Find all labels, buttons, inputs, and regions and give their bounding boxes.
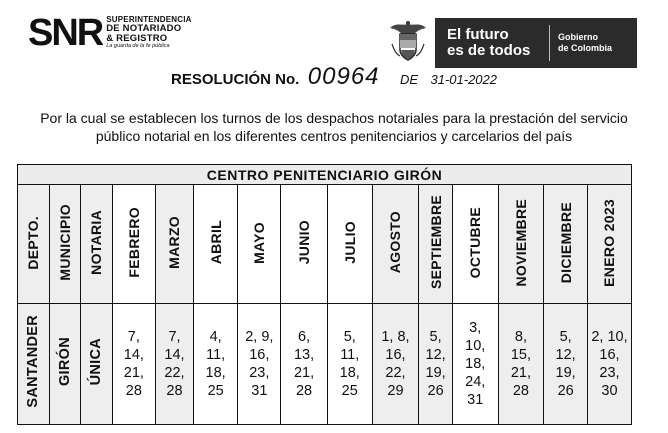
date-entry: 18, — [465, 356, 486, 372]
header-label: SEPTIEMBRE — [427, 195, 444, 290]
date-entry: 12, — [555, 347, 576, 363]
cell-dates-agosto — [372, 304, 419, 425]
date-entry: 29 — [387, 383, 404, 399]
date-entry: 23, — [599, 365, 620, 381]
header-label: AGOSTO — [387, 211, 404, 274]
table-header-row — [18, 185, 632, 304]
date-entry: 18, — [339, 365, 360, 381]
date-entry: 13, — [293, 347, 315, 363]
cell-dates-octubre — [452, 304, 498, 425]
snr-line-2: DE NOTARIADO — [106, 23, 182, 34]
gobierno-banner — [435, 18, 637, 68]
date-entry: 24, — [465, 374, 486, 390]
date-entry: 12, — [425, 347, 446, 363]
colombia-coat-of-arms-icon — [388, 20, 428, 62]
header-label: ENERO 2023 — [601, 198, 618, 287]
date-entry: 23, — [249, 365, 270, 381]
description-line-1: Por la cual se establecen los turnos de los despachos notariales para la prestación del servicio — [40, 110, 628, 126]
header-label: JUNIO — [296, 220, 313, 265]
gov-slogan — [447, 27, 547, 59]
date-entry: 22, — [164, 365, 185, 381]
cell-text: GIRÓN — [56, 336, 73, 387]
snr-line-3: & REGISTRO — [106, 32, 168, 44]
cell-dates-junio — [281, 304, 328, 425]
date-entry: 31 — [251, 383, 268, 399]
date-entry: 15, — [510, 347, 532, 363]
snr-line-1: SUPERINTENDENCIA — [106, 15, 192, 24]
gov-name-line-1: Gobierno — [558, 32, 598, 42]
date-entry: 11, — [206, 347, 226, 363]
gov-slogan-line-2: es de todos — [447, 42, 531, 59]
resolution-de: DE — [399, 72, 419, 87]
cell-dates-marzo — [156, 304, 194, 425]
date-entry: 2, 10, — [591, 329, 628, 345]
resolution-label: RESOLUCIÓN No. — [170, 71, 300, 88]
date-entry: 25 — [341, 383, 358, 399]
snr-logo-mark: SNR — [28, 12, 103, 54]
date-entry: 19, — [555, 365, 576, 381]
date-entry: 26 — [557, 383, 574, 399]
column-header-mayo — [238, 185, 281, 304]
date-entry: 21, — [123, 365, 144, 381]
table-title: CENTRO PENITENCIARIO GIRÓN — [18, 165, 632, 185]
date-entry: 5, — [429, 329, 442, 345]
header-label: OCTUBRE — [467, 206, 484, 279]
resolution-description — [30, 109, 638, 145]
cell-municipio — [49, 304, 81, 425]
date-entry: 28 — [295, 383, 313, 399]
date-entry: 21, — [510, 365, 532, 381]
date-entry: 2, 9, — [245, 329, 274, 345]
description-line-2: público notarial en los diferentes centros penitenciarios y carcelarios del país — [95, 128, 573, 144]
date-entry: 25 — [207, 383, 224, 399]
column-header-diciembre — [544, 185, 588, 304]
cell-dates-julio — [327, 304, 372, 425]
date-entry: 5, — [559, 329, 572, 345]
date-entry: 28 — [166, 383, 183, 399]
cell-notaria — [81, 304, 113, 425]
table-row — [18, 304, 632, 425]
header-label: DICIEMBRE — [557, 201, 574, 284]
column-header-marzo — [156, 185, 194, 304]
table-title-row — [18, 165, 632, 185]
date-entry: 31 — [467, 392, 484, 408]
column-header-agosto — [372, 185, 419, 304]
gov-divider — [549, 25, 550, 61]
cell-dates-febrero — [112, 304, 156, 425]
date-entry: 5, — [343, 329, 356, 345]
date-entry: 19, — [425, 365, 446, 381]
header-label: NOTARIA — [88, 210, 105, 275]
cell-dates-enero-2023 — [587, 304, 631, 425]
header-label: MUNICIPIO — [56, 204, 73, 281]
date-entry: 30 — [601, 383, 618, 399]
date-entry: 11, — [340, 347, 360, 363]
gov-name-line-2: de Colombia — [558, 43, 613, 53]
date-entry: 8, — [514, 329, 527, 345]
turnos-table — [17, 164, 632, 425]
snr-logo-text — [106, 15, 191, 50]
header-label: MAYO — [251, 221, 268, 264]
date-entry: 7, — [127, 329, 140, 345]
cell-text: ÚNICA — [88, 337, 105, 386]
date-entry: 14, — [164, 347, 185, 363]
gov-slogan-line-1: El futuro — [447, 26, 509, 43]
header-label: JULIO — [341, 221, 358, 264]
header-label: DEPTO. — [25, 215, 42, 270]
column-header-enero-2023 — [587, 185, 631, 304]
date-entry: 21, — [293, 365, 315, 381]
column-header-depto — [18, 185, 50, 304]
cell-depto — [18, 304, 50, 425]
date-entry: 28 — [125, 383, 142, 399]
header-label: NOVIEMBRE — [512, 198, 529, 287]
snr-logo — [28, 14, 192, 54]
column-header-septiembre — [419, 185, 453, 304]
column-header-municipio — [49, 185, 81, 304]
header-label: MARZO — [166, 216, 183, 269]
cell-dates-septiembre — [419, 304, 453, 425]
date-entry: 16, — [385, 347, 406, 363]
header-label: FEBRERO — [125, 207, 142, 278]
column-header-abril — [193, 185, 238, 304]
resolution-line — [0, 63, 668, 91]
cell-dates-abril — [193, 304, 238, 425]
date-entry: 3, — [469, 320, 482, 336]
date-entry: 1, 8, — [381, 329, 410, 345]
date-entry: 16, — [599, 347, 620, 363]
cell-dates-noviembre — [498, 304, 544, 425]
date-entry: 4, — [209, 329, 222, 345]
date-entry: 28 — [512, 383, 529, 399]
date-entry: 26 — [427, 383, 444, 399]
date-entry: 7, — [168, 329, 181, 345]
header-label: ABRIL — [207, 220, 224, 265]
resolution-number: 00964 — [307, 63, 380, 90]
gov-name — [558, 32, 612, 54]
column-header-febrero — [112, 185, 156, 304]
cell-text: SANTANDER — [25, 315, 42, 408]
cell-dates-diciembre — [544, 304, 588, 425]
column-header-notaria — [81, 185, 113, 304]
column-header-noviembre — [498, 185, 544, 304]
date-entry: 22, — [385, 365, 406, 381]
column-header-octubre — [452, 185, 498, 304]
column-header-junio — [281, 185, 328, 304]
resolution-date: 31-01-2022 — [430, 72, 497, 87]
date-entry: 10, — [465, 338, 486, 354]
date-entry: 6, — [297, 329, 311, 345]
date-entry: 18, — [205, 365, 226, 381]
snr-tagline: La guarda de la fe pública — [106, 43, 170, 49]
date-entry: 14, — [123, 347, 144, 363]
date-entry: 16, — [249, 347, 270, 363]
cell-dates-mayo — [238, 304, 281, 425]
column-header-julio — [327, 185, 372, 304]
